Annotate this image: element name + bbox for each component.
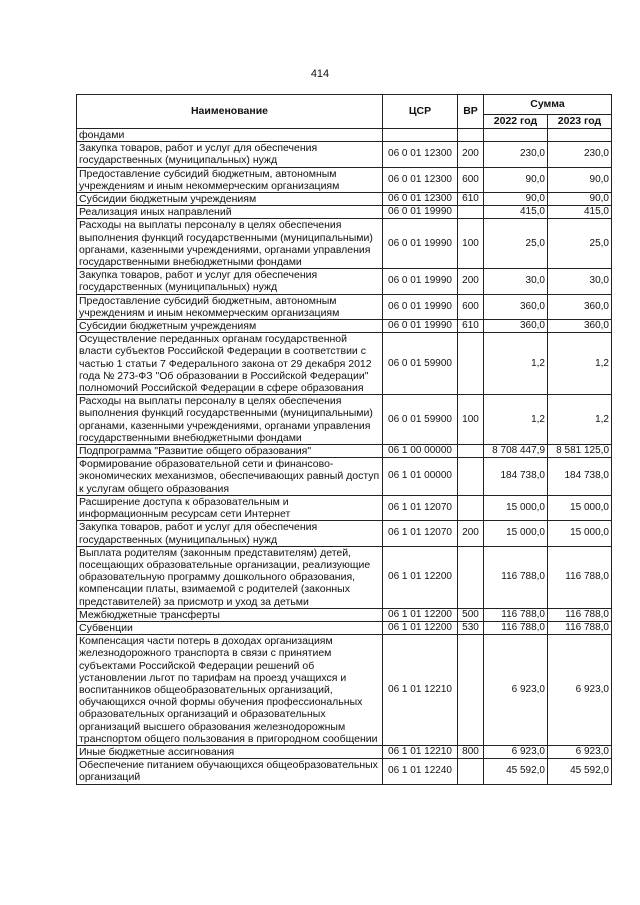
cell-name: Иные бюджетные ассигнования [77, 745, 383, 758]
cell-y2022: 8 708 447,9 [484, 445, 548, 458]
cell-y2022: 25,0 [484, 219, 548, 269]
cell-y2022: 1,2 [484, 333, 548, 395]
cell-y2022: 230,0 [484, 142, 548, 167]
table-row [77, 745, 612, 758]
table-row [77, 395, 612, 445]
cell-csr: 06 1 01 12200 [383, 546, 458, 608]
cell-csr: 06 1 01 12070 [383, 521, 458, 546]
cell-y2023: 116 788,0 [548, 608, 612, 621]
cell-csr: 06 0 01 19990 [383, 219, 458, 269]
cell-vr: 600 [458, 294, 484, 319]
cell-name: Закупка товаров, работ и услуг для обеспечения государственных (муниципальных) нужд [77, 269, 383, 294]
cell-y2022: 116 788,0 [484, 621, 548, 634]
cell-name: Формирование образовательной сети и финансово-экономических механизмов, обеспечивающих равный доступ к услугам общего образования [77, 458, 383, 496]
cell-csr: 06 1 01 12200 [383, 621, 458, 634]
header-year-2023: 2023 год [548, 115, 612, 129]
table-row [77, 608, 612, 621]
cell-y2023: 360,0 [548, 320, 612, 333]
cell-name: Выплата родителям (законным представителям) детей, посещающих образовательные организации, реализующие образовательную программу дошкольного образования, компенсации платы, взимаемой с родителей (законных представителей) за присмотр и уход за детьми [77, 546, 383, 608]
cell-vr [458, 129, 484, 142]
cell-csr: 06 0 01 12300 [383, 167, 458, 192]
cell-name: Подпрограмма "Развитие общего образования" [77, 445, 383, 458]
header-sum: Сумма [484, 95, 612, 115]
cell-csr: 06 0 01 59900 [383, 395, 458, 445]
cell-y2022: 1,2 [484, 395, 548, 445]
cell-csr: 06 0 01 12300 [383, 142, 458, 167]
cell-vr [458, 445, 484, 458]
table-row [77, 294, 612, 319]
cell-y2023: 45 592,0 [548, 759, 612, 784]
cell-csr: 06 0 01 19990 [383, 320, 458, 333]
table-row [77, 219, 612, 269]
cell-y2023: 116 788,0 [548, 621, 612, 634]
cell-vr: 200 [458, 142, 484, 167]
cell-y2023: 415,0 [548, 206, 612, 219]
cell-y2022: 6 923,0 [484, 745, 548, 758]
cell-csr: 06 0 01 19990 [383, 269, 458, 294]
cell-vr [458, 495, 484, 520]
header-year-2022: 2022 год [484, 115, 548, 129]
cell-name: Закупка товаров, работ и услуг для обеспечения государственных (муниципальных) нужд [77, 521, 383, 546]
cell-y2022 [484, 129, 548, 142]
cell-name: Предоставление субсидий бюджетным, автономным учреждениям и иным некоммерческим организациям [77, 167, 383, 192]
cell-y2023: 1,2 [548, 333, 612, 395]
cell-csr: 06 1 01 00000 [383, 458, 458, 496]
table-row [77, 621, 612, 634]
cell-y2022: 30,0 [484, 269, 548, 294]
cell-y2023: 8 581 125,0 [548, 445, 612, 458]
cell-csr [383, 129, 458, 142]
cell-y2023: 6 923,0 [548, 635, 612, 746]
cell-csr: 06 1 01 12240 [383, 759, 458, 784]
cell-y2022: 415,0 [484, 206, 548, 219]
table-row [77, 458, 612, 496]
table-row [77, 546, 612, 608]
cell-y2022: 116 788,0 [484, 608, 548, 621]
cell-csr: 06 0 01 12300 [383, 193, 458, 206]
header-name: Наименование [77, 95, 383, 129]
table-row [77, 206, 612, 219]
cell-y2022: 116 788,0 [484, 546, 548, 608]
table-row [77, 129, 612, 142]
cell-vr: 800 [458, 745, 484, 758]
cell-y2023: 15 000,0 [548, 495, 612, 520]
cell-vr [458, 635, 484, 746]
cell-vr: 200 [458, 269, 484, 294]
header-csr: ЦСР [383, 95, 458, 129]
cell-csr: 06 0 01 19990 [383, 206, 458, 219]
cell-y2022: 6 923,0 [484, 635, 548, 746]
cell-csr: 06 1 01 12210 [383, 745, 458, 758]
cell-y2023: 90,0 [548, 167, 612, 192]
table-row [77, 445, 612, 458]
cell-name: Осуществление переданных органам государственной власти субъектов Российской Федерации в соответствии с частью 1 статьи 7 Федерального закона от 29 декабря 2012 года № 273-ФЗ "Об образовании в Российской Федерации" полномочий Российской Федерации в сфере образования [77, 333, 383, 395]
budget-table [76, 94, 612, 785]
cell-vr [458, 546, 484, 608]
cell-csr: 06 0 01 59900 [383, 333, 458, 395]
cell-csr: 06 0 01 19990 [383, 294, 458, 319]
cell-y2023: 6 923,0 [548, 745, 612, 758]
cell-y2022: 45 592,0 [484, 759, 548, 784]
table-row [77, 635, 612, 746]
header-vr: ВР [458, 95, 484, 129]
cell-csr: 06 1 00 00000 [383, 445, 458, 458]
table-row [77, 269, 612, 294]
table-header [77, 95, 612, 129]
cell-name: Расширение доступа к образовательным и информационным ресурсам сети Интернет [77, 495, 383, 520]
page-number: 414 [310, 68, 330, 80]
cell-name: фондами [77, 129, 383, 142]
cell-vr: 500 [458, 608, 484, 621]
cell-y2022: 184 738,0 [484, 458, 548, 496]
cell-csr: 06 1 01 12210 [383, 635, 458, 746]
cell-csr: 06 1 01 12200 [383, 608, 458, 621]
table-row [77, 521, 612, 546]
table-body [77, 129, 612, 785]
table-row [77, 495, 612, 520]
cell-name: Расходы на выплаты персоналу в целях обеспечения выполнения функций государственными (муниципальными) органами, казенными учреждениями, органами управления государственными внебюджетными фондами [77, 219, 383, 269]
cell-y2023: 1,2 [548, 395, 612, 445]
cell-name: Обеспечение питанием обучающихся общеобразовательных организаций [77, 759, 383, 784]
cell-y2022: 360,0 [484, 294, 548, 319]
cell-vr [458, 333, 484, 395]
table-row [77, 167, 612, 192]
cell-y2023: 230,0 [548, 142, 612, 167]
cell-vr: 530 [458, 621, 484, 634]
cell-y2022: 360,0 [484, 320, 548, 333]
cell-y2023 [548, 129, 612, 142]
cell-y2022: 15 000,0 [484, 495, 548, 520]
cell-y2023: 90,0 [548, 193, 612, 206]
cell-vr: 100 [458, 395, 484, 445]
cell-name: Субсидии бюджетным учреждениям [77, 320, 383, 333]
table-row [77, 142, 612, 167]
table-row [77, 759, 612, 784]
table-row [77, 320, 612, 333]
cell-vr: 200 [458, 521, 484, 546]
cell-name: Компенсация части потерь в доходах организациям железнодорожного транспорта в связи с принятием субъектами Российской Федерации решений об установлении льгот по тарифам на проезд учащихся и воспитанников общеобразовательных организаций, обучающихся очной формы обучения профессиональных образовательных организаций и образовательных организаций высшего образования железнодорожным транспортом общего пользования в пригородном сообщении [77, 635, 383, 746]
cell-name: Расходы на выплаты персоналу в целях обеспечения выполнения функций государственными (муниципальными) органами, казенными учреждениями, органами управления государственными внебюджетными фондами [77, 395, 383, 445]
table-row [77, 333, 612, 395]
cell-y2023: 116 788,0 [548, 546, 612, 608]
cell-vr [458, 759, 484, 784]
cell-vr [458, 206, 484, 219]
cell-name: Субвенции [77, 621, 383, 634]
table-row [77, 193, 612, 206]
cell-y2022: 15 000,0 [484, 521, 548, 546]
cell-name: Межбюджетные трансферты [77, 608, 383, 621]
cell-y2023: 15 000,0 [548, 521, 612, 546]
cell-vr: 610 [458, 320, 484, 333]
cell-csr: 06 1 01 12070 [383, 495, 458, 520]
cell-vr [458, 458, 484, 496]
cell-y2023: 360,0 [548, 294, 612, 319]
cell-name: Закупка товаров, работ и услуг для обеспечения государственных (муниципальных) нужд [77, 142, 383, 167]
cell-name: Предоставление субсидий бюджетным, автономным учреждениям и иным некоммерческим организациям [77, 294, 383, 319]
cell-y2022: 90,0 [484, 193, 548, 206]
cell-y2023: 184 738,0 [548, 458, 612, 496]
cell-name: Субсидии бюджетным учреждениям [77, 193, 383, 206]
cell-name: Реализация иных направлений [77, 206, 383, 219]
cell-y2023: 30,0 [548, 269, 612, 294]
cell-y2022: 90,0 [484, 167, 548, 192]
cell-vr: 100 [458, 219, 484, 269]
cell-vr: 600 [458, 167, 484, 192]
cell-y2023: 25,0 [548, 219, 612, 269]
cell-vr: 610 [458, 193, 484, 206]
